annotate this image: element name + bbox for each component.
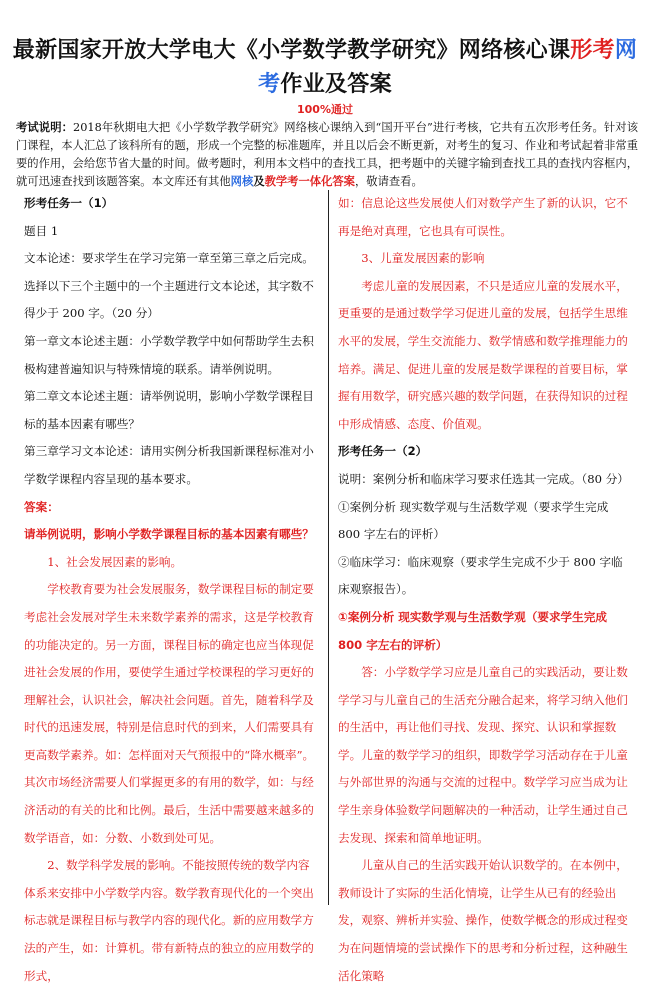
factor-3-heading: 3、儿童发展因素的影响 (361, 251, 485, 266)
selected-option: ①案例分析 现实数学观与生活数学观（要求学生完成 800 字左右的评析） (338, 609, 607, 652)
factor-1-text: 学校教育要为社会发展服务，数学课程目标的制定要考虑社会发展对学生未来数学素养的需求，这是学校教育的功能决定的。另一方面，课程目标的确定也应当体现促进社会发展的作用，要使学生通过学校课程的学习更好的理解社会，认识社会，解决社会问题。首先，随着科学及时代的迅速发展，特别是信息时代的到来，人们需要具有更高数学素养。如：怎样面对天气预报中的“降水概率”。其次市场经济需要人们掌握更多的有用的数学，如：与经济活动的有关的比和比例。最后，生活中需要越来越多的数学语音，如：分数、小数到处可见。 (24, 582, 315, 845)
task-2-description: 说明：案例分析和临床学习要求任选其一完成。（80 分） (338, 471, 629, 486)
intro-label: 考试说明： (16, 121, 74, 134)
exam-intro (16, 119, 638, 191)
intro-red-link[interactable]: 教学考一体化答案 (264, 175, 355, 188)
factor-2-text: 不能按照传统的数学内容体系来安排中小学数学内容。数学教育现代化的一个突出标志就是课程目标与教学内容的现代化。新的应用数学方法的产生，如：计算机。带有新特点的独立的应用数学的形式， (24, 858, 314, 983)
task-heading-1: 形考任务一（1） (24, 196, 114, 210)
question-text: 文本论述：要求学生在学习完第一章至第三章之后完成。选择以下三个主题中的一个主题进行文本论述，其字数不得少于 200 字。（20 分） (24, 251, 314, 321)
topic-1: 第一章文本论述主题：小学数学教学中如何帮助学生去积极构建普遍知识与特殊情境的联系。请举例说明。 (24, 333, 314, 376)
left-column (24, 190, 320, 990)
title-red-word: 形考 (570, 38, 615, 63)
factor-3-text: 考虑儿童的发展因素，不只是适应儿童的发展水平，更重要的是通过数学学习促进儿童的发展，包括学生思维水平的发展，学生交流能力、数学情感和数学推理能力的培养。满足、促进儿童的发展是数学课程的首要目标，掌握有用数学，研究感兴趣的数学问题，在获得知识的过程中形成情感、态度、价值观。 (338, 278, 628, 431)
answer-label: 答案： (24, 499, 59, 514)
page-title (10, 34, 640, 102)
task-heading-2: 形考任务一（2） (338, 444, 428, 459)
intro-text: 2018年秋期电大把《小学数学教学研究》网络核心课纳入到“国开平台”进行考核，它共有五次形考任务。针对该门课程，本人汇总了该科所有的题，形成一个完整的标准题库，并且以后会不断更新，对考生的复习、作业和考试起着非常重要的作用，会给您节省大量的时间。做考题时，利用本文档中的查找工具，把考题中的关键字输到查找工具的查找内容框内，就可迅速查找到该题答案。本文库还有其他 (16, 121, 638, 188)
intro-tail: ，敬请查看。 (354, 175, 423, 188)
answer-paragraph-2: 儿童从自己的生活实践开始认识数学的。在本例中，教师设计了实际的生活化情境，让学生从已有的经验出发，观察、辨析并实验、操作，使数学概念的形成过程变为在问题情境的尝试操作下的思考和分析过程，这种融生活化策略 (338, 858, 628, 983)
intro-blue-link[interactable]: 网核 (230, 175, 254, 188)
factor-2-title: 2、数学科学发展的影响。 (47, 858, 183, 873)
factor-2-heading (24, 852, 320, 990)
answer-paragraph-1: 答：小学数学学习应是儿童自己的实践活动，要让数学学习与儿童自己的生活充分融合起来，将学习纳入他们的生活中，再让他们寻找、发现、探究、认识和掌握数学。儿童的数学学习的组织，即数学学习活动存在于儿童与外部世界的沟通与交流的过程中。数学学习应当成为让学生亲身体验数学问题解决的一种活动，让学生通过自己去发现、探索和简单地证明。 (338, 665, 628, 845)
title-tail: 作业及答案 (280, 72, 392, 97)
column-divider (328, 190, 329, 905)
right-column (338, 190, 634, 990)
option-clinical-study: ②临床学习：临床观察（要求学生完成不少于 800 字临床观察报告）。 (338, 554, 623, 597)
intro-and: 及 (253, 175, 265, 188)
factor-2-continued: 如：信息论这些发展使人们对数学产生了新的认识，它不再是绝对真理，它也具有可误性。 (338, 196, 628, 238)
topic-3: 第三章学习文本论述：请用实例分析我国新课程标准对小学数学课程内容呈现的基本要求。 (24, 444, 314, 486)
answer-question: 请举例说明，影响小学数学课程目标的基本因素有哪些？ (24, 527, 314, 542)
topic-2: 第二章文本论述主题：请举例说明，影响小学数学课程目标的基本因素有哪些？ (24, 389, 314, 431)
pass-badge: 100%通过 (297, 103, 353, 116)
question-number: 题目 1 (24, 223, 59, 238)
title-main: 最新国家开放大学电大《小学数学教学研究》网络核心课 (12, 38, 571, 63)
option-case-analysis: ①案例分析 现实数学观与生活数学观（要求学生完成 800 字左右的评析） (338, 499, 609, 542)
factor-1-heading: 1、社会发展因素的影响。 (47, 554, 183, 569)
title-blue-word: 网考 (258, 38, 638, 97)
